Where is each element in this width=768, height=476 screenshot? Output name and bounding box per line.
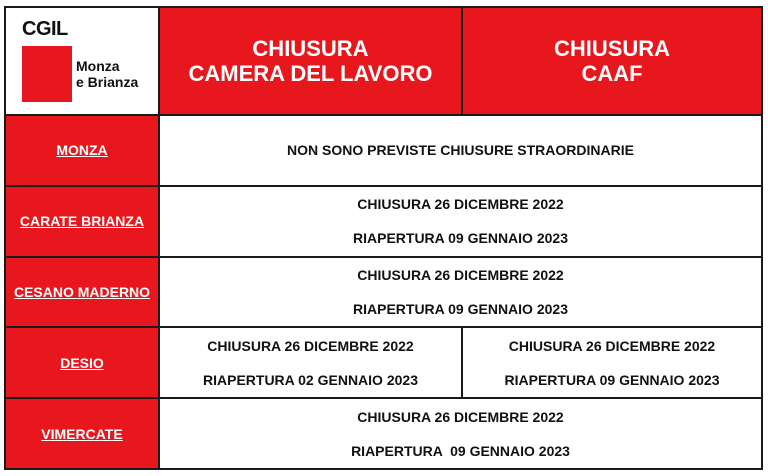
city-link-vimercate[interactable]: VIMERCATE <box>41 425 123 442</box>
closure-date: CHIUSURA 26 DICEMBRE 2022 <box>357 408 564 425</box>
row-info-vimercate <box>160 399 761 468</box>
reopening-date: RIAPERTURA 02 GENNAIO 2023 <box>203 371 418 388</box>
header-camera-line2: CAMERA DEL LAVORO <box>188 61 433 86</box>
city-link-cesano-maderno[interactable]: CESANO MADERNO <box>13 283 151 300</box>
logo-red-square-icon <box>22 46 72 102</box>
city-link-carate-brianza[interactable]: CARATE BRIANZA <box>19 213 145 230</box>
logo-location <box>76 58 138 90</box>
row-info-monza <box>160 116 761 185</box>
closure-date: CHIUSURA 26 DICEMBRE 2022 <box>357 196 564 213</box>
header-camera-del-lavoro <box>160 8 461 114</box>
row-info-carate-brianza <box>160 187 761 256</box>
closure-date: CHIUSURA 26 DICEMBRE 2022 <box>508 337 716 354</box>
city-link-desio[interactable]: DESIO <box>60 354 104 371</box>
header-caaf-line1: CHIUSURA <box>553 36 671 61</box>
reopening-date: RIAPERTURA 09 GENNAIO 2023 <box>504 371 720 388</box>
reopening-date: RIAPERTURA 09 GENNAIO 2023 <box>351 442 570 459</box>
reopening-date: RIAPERTURA 09 GENNAIO 2023 <box>353 300 568 317</box>
row-city-cell <box>6 258 158 327</box>
header-caaf <box>463 8 761 114</box>
row-info-desio-camera <box>160 328 461 397</box>
closures-table <box>4 6 763 470</box>
row-city-cell <box>6 399 158 468</box>
cgil-logo <box>6 8 158 114</box>
city-link-monza[interactable]: MONZA <box>56 142 108 159</box>
closure-date: CHIUSURA 26 DICEMBRE 2022 <box>357 266 564 283</box>
row-city-cell <box>6 328 158 397</box>
closure-date: CHIUSURA 26 DICEMBRE 2022 <box>207 337 414 354</box>
row-info-desio-caaf <box>463 328 761 397</box>
logo-location-line1: Monza <box>76 58 120 74</box>
header-caaf-line2: CAAF <box>581 61 643 86</box>
header-camera-line1: CHIUSURA <box>252 36 369 61</box>
logo-location-line2: e Brianza <box>76 74 139 90</box>
row-city-cell <box>6 187 158 256</box>
reopening-date: RIAPERTURA 09 GENNAIO 2023 <box>353 230 568 247</box>
row-city-cell <box>6 116 158 185</box>
logo-brand: CGIL <box>22 18 68 40</box>
info-text: NON SONO PREVISTE CHIUSURE STRAORDINARIE <box>287 142 634 159</box>
row-info-cesano-maderno <box>160 258 761 327</box>
